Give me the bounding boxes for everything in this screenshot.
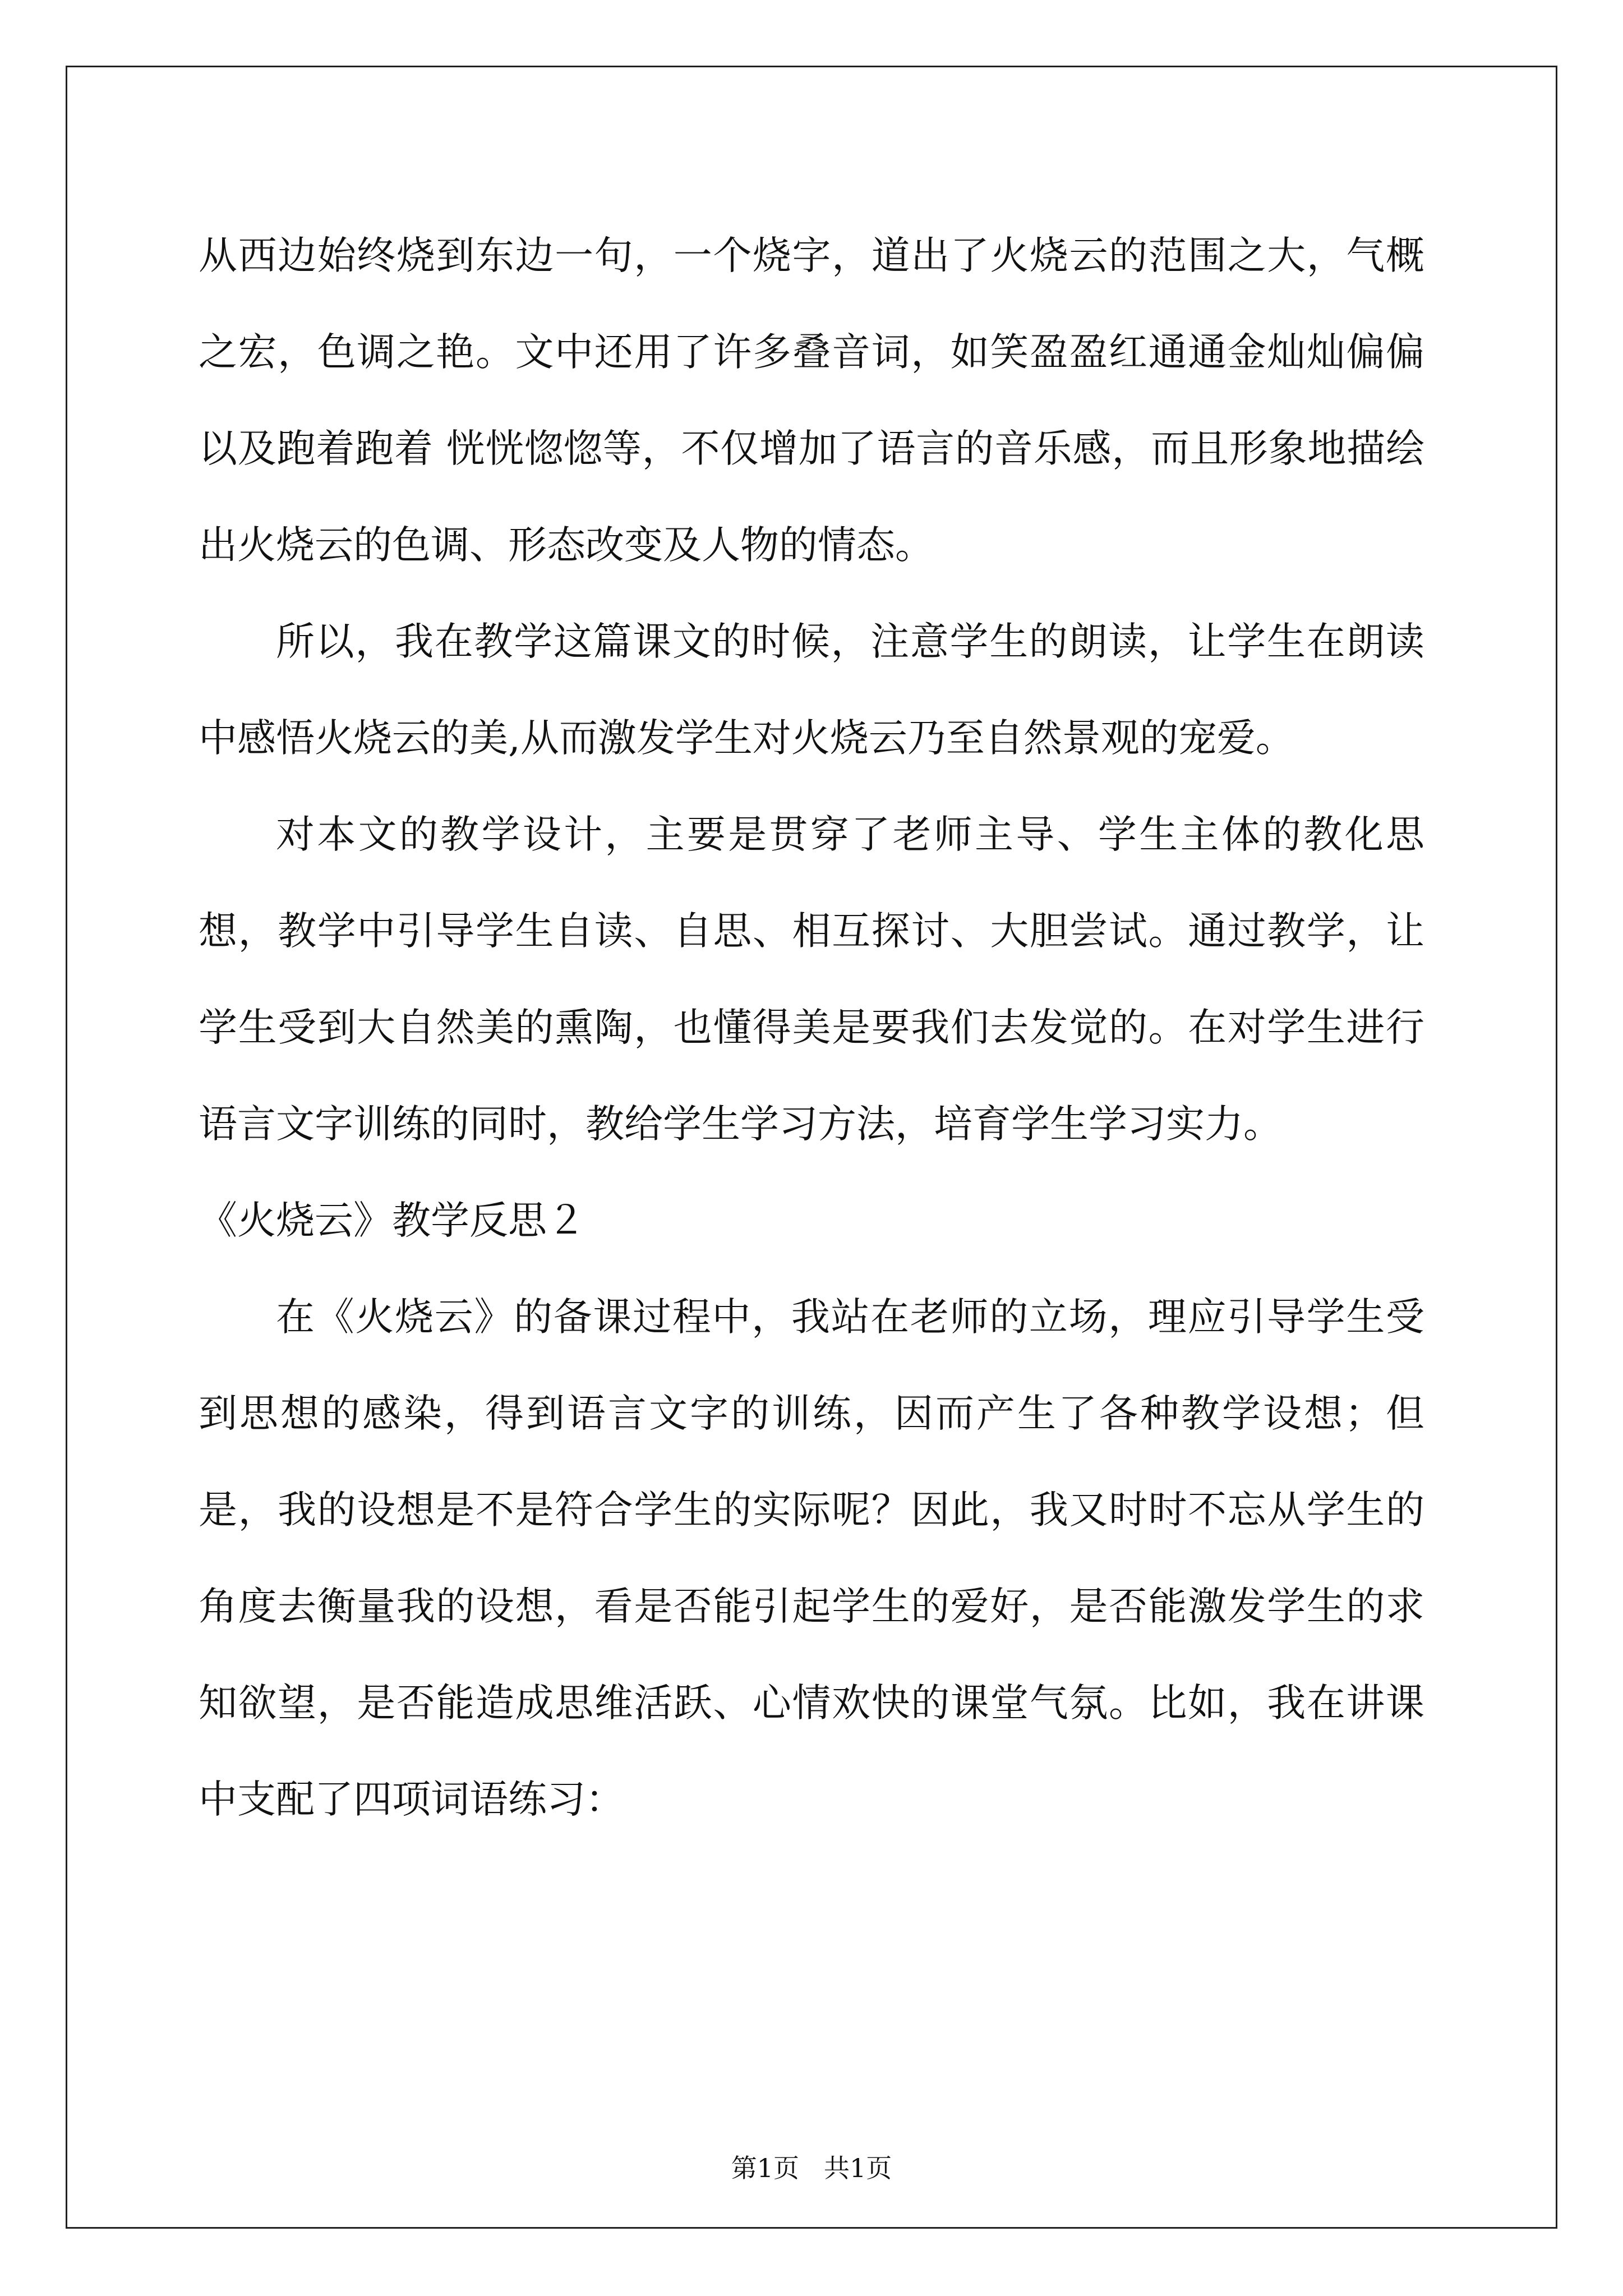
- page-number-label: 第1页: [731, 2153, 800, 2183]
- document-body: [199, 208, 1424, 1848]
- paragraph-1: 从西边始终烧到东边一句，一个烧字，道出了火烧云的范围之大，气概之宏，色调之艳。文中还用了许多叠音词，如笑盈盈红通通金灿灿偏偏以及跑着跑着 恍恍惚惚等，不仅增加了语言的音乐感，而且形象地描绘出火烧云的色调、形态改变及人物的情态。: [199, 233, 1424, 568]
- section-title: 《火烧云》教学反思２: [199, 1198, 585, 1243]
- page-footer: [0, 2151, 1623, 2185]
- paragraph-4: 在《火烧云》的备课过程中，我站在老师的立场，理应引导学生受到思想的感染，得到语言文字的训练，因而产生了各种教学设想；但是，我的设想是不是符合学生的实际呢？因此，我又时时不忘从学生的角度去衡量我的设想，看是否能引起学生的爱好，是否能激发学生的求知欲望，是否能造成思维活跃、心情欢快的课堂气氛。比如，我在讲课中支配了四项词语练习：: [199, 1295, 1424, 1822]
- paragraph-2: 所以，我在教学这篇课文的时候，注意学生的朗读，让学生在朗读中感悟火烧云的美,从而激发学生对火烧云乃至自然景观的宠爱。: [199, 619, 1424, 761]
- page-total-label: 共1页: [823, 2153, 892, 2183]
- paragraph-3: 对本文的教学设计，主要是贯穿了老师主导、学生主体的教化思想，教学中引导学生自读、自思、相互探讨、大胆尝试。通过教学，让学生受到大自然美的熏陶，也懂得美是要我们去发觉的。在对学生进行语言文字训练的同时，教给学生学习方法，培育学生学习实力。: [199, 812, 1424, 1147]
